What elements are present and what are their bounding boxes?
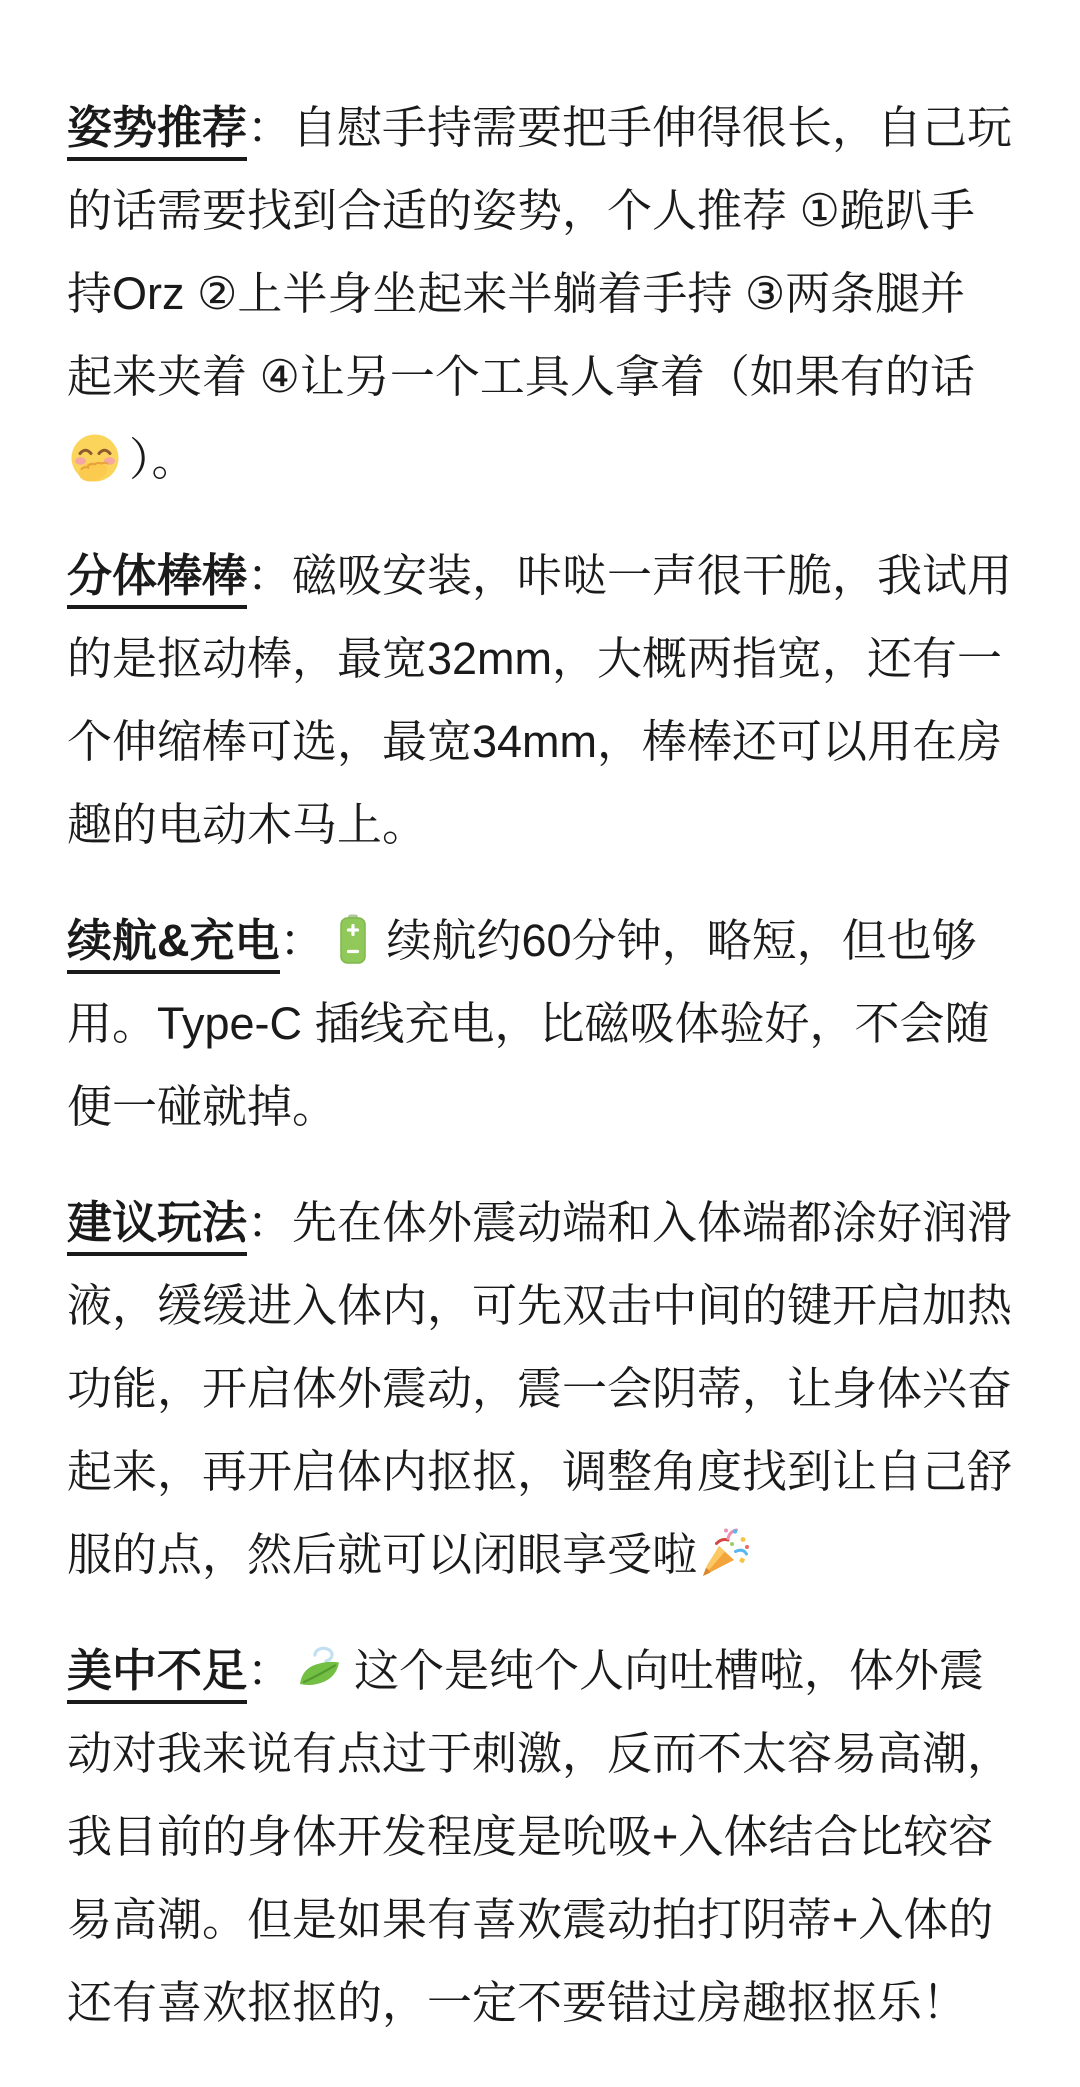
section-suggested-play — [67, 1181, 1013, 1596]
text-line: ）。 — [67, 418, 1013, 501]
text-line: 用。Type-C 插线充电，比磁吸体验好，不会随 — [67, 998, 990, 1049]
leaf-icon — [294, 1629, 346, 1712]
battery-icon — [327, 899, 379, 982]
text-line: 趣的电动木马上。 — [67, 799, 428, 850]
section-heading: 美中不足 — [67, 1645, 247, 1704]
text-line: 分体棒棒：磁吸安装，咔哒一声很干脆，我试用 — [67, 534, 1013, 617]
heading-colon: ： — [247, 1197, 293, 1248]
text-line: 的是抠动棒，最宽32mm，大概两指宽，还有一 — [67, 633, 1003, 684]
text-line: 动对我来说有点过于刺激，反而不太容易高潮， — [67, 1728, 1013, 1779]
heading-colon: ： — [279, 915, 325, 966]
text-line: 还有喜欢抠抠的，一定不要错过房趣抠抠乐！ — [67, 1977, 968, 2028]
text-line: 续航&充电： 续航约60分钟，略短，但也够 — [67, 899, 1013, 982]
section-battery-charging — [67, 899, 1013, 1148]
text-line: 起来夹着 ④让另一个工具人拿着（如果有的话 — [67, 351, 975, 402]
section-drawbacks — [67, 1629, 1013, 2044]
text-line: 持Orz ②上半身坐起来半躺着手持 ③两条腿并 — [67, 268, 966, 319]
text-line: 我目前的身体开发程度是吮吸+入体结合比较容 — [67, 1811, 994, 1862]
text-line: 易高潮。但是如果有喜欢震动拍打阴蒂+入体的 — [67, 1894, 994, 1945]
text-line: 起来，再开启体内抠抠，调整角度找到让自己舒 — [67, 1446, 1013, 1497]
text-line: 个伸缩棒可选，最宽34mm，棒棒还可以用在房 — [67, 716, 1003, 767]
section-heading: 分体棒棒 — [67, 550, 247, 609]
heading-colon: ： — [247, 550, 293, 601]
section-detachable-wand — [67, 534, 1013, 866]
section-posture-recommendation — [67, 86, 1013, 501]
article-body — [67, 86, 1013, 2044]
face-hand-over-mouth-icon — [69, 418, 121, 501]
text-line: 的话需要找到合适的姿势，个人推荐 ①跪趴手 — [67, 185, 975, 236]
section-heading: 姿势推荐 — [67, 102, 247, 161]
text-line: 便一碰就掉。 — [67, 1081, 338, 1132]
text-line: 液，缓缓进入体内，可先双击中间的键开启加热 — [67, 1280, 1013, 1331]
text-line: 服的点，然后就可以闭眼享受啦 — [67, 1513, 1013, 1596]
text-line: 美中不足： 这个是纯个人向吐槽啦，体外震 — [67, 1629, 1013, 1712]
section-heading: 续航&充电 — [67, 915, 280, 974]
heading-colon: ： — [247, 102, 293, 153]
section-heading: 建议玩法 — [67, 1197, 247, 1256]
heading-colon: ： — [247, 1645, 293, 1696]
text-line: 功能，开启体外震动，震一会阴蒂，让身体兴奋 — [67, 1363, 1013, 1414]
text-line: 姿势推荐：自慰手持需要把手伸得很长，自己玩 — [67, 86, 1013, 169]
text-line: 建议玩法：先在体外震动端和入体端都涂好润滑 — [67, 1181, 1013, 1264]
party-popper-icon — [699, 1513, 751, 1596]
